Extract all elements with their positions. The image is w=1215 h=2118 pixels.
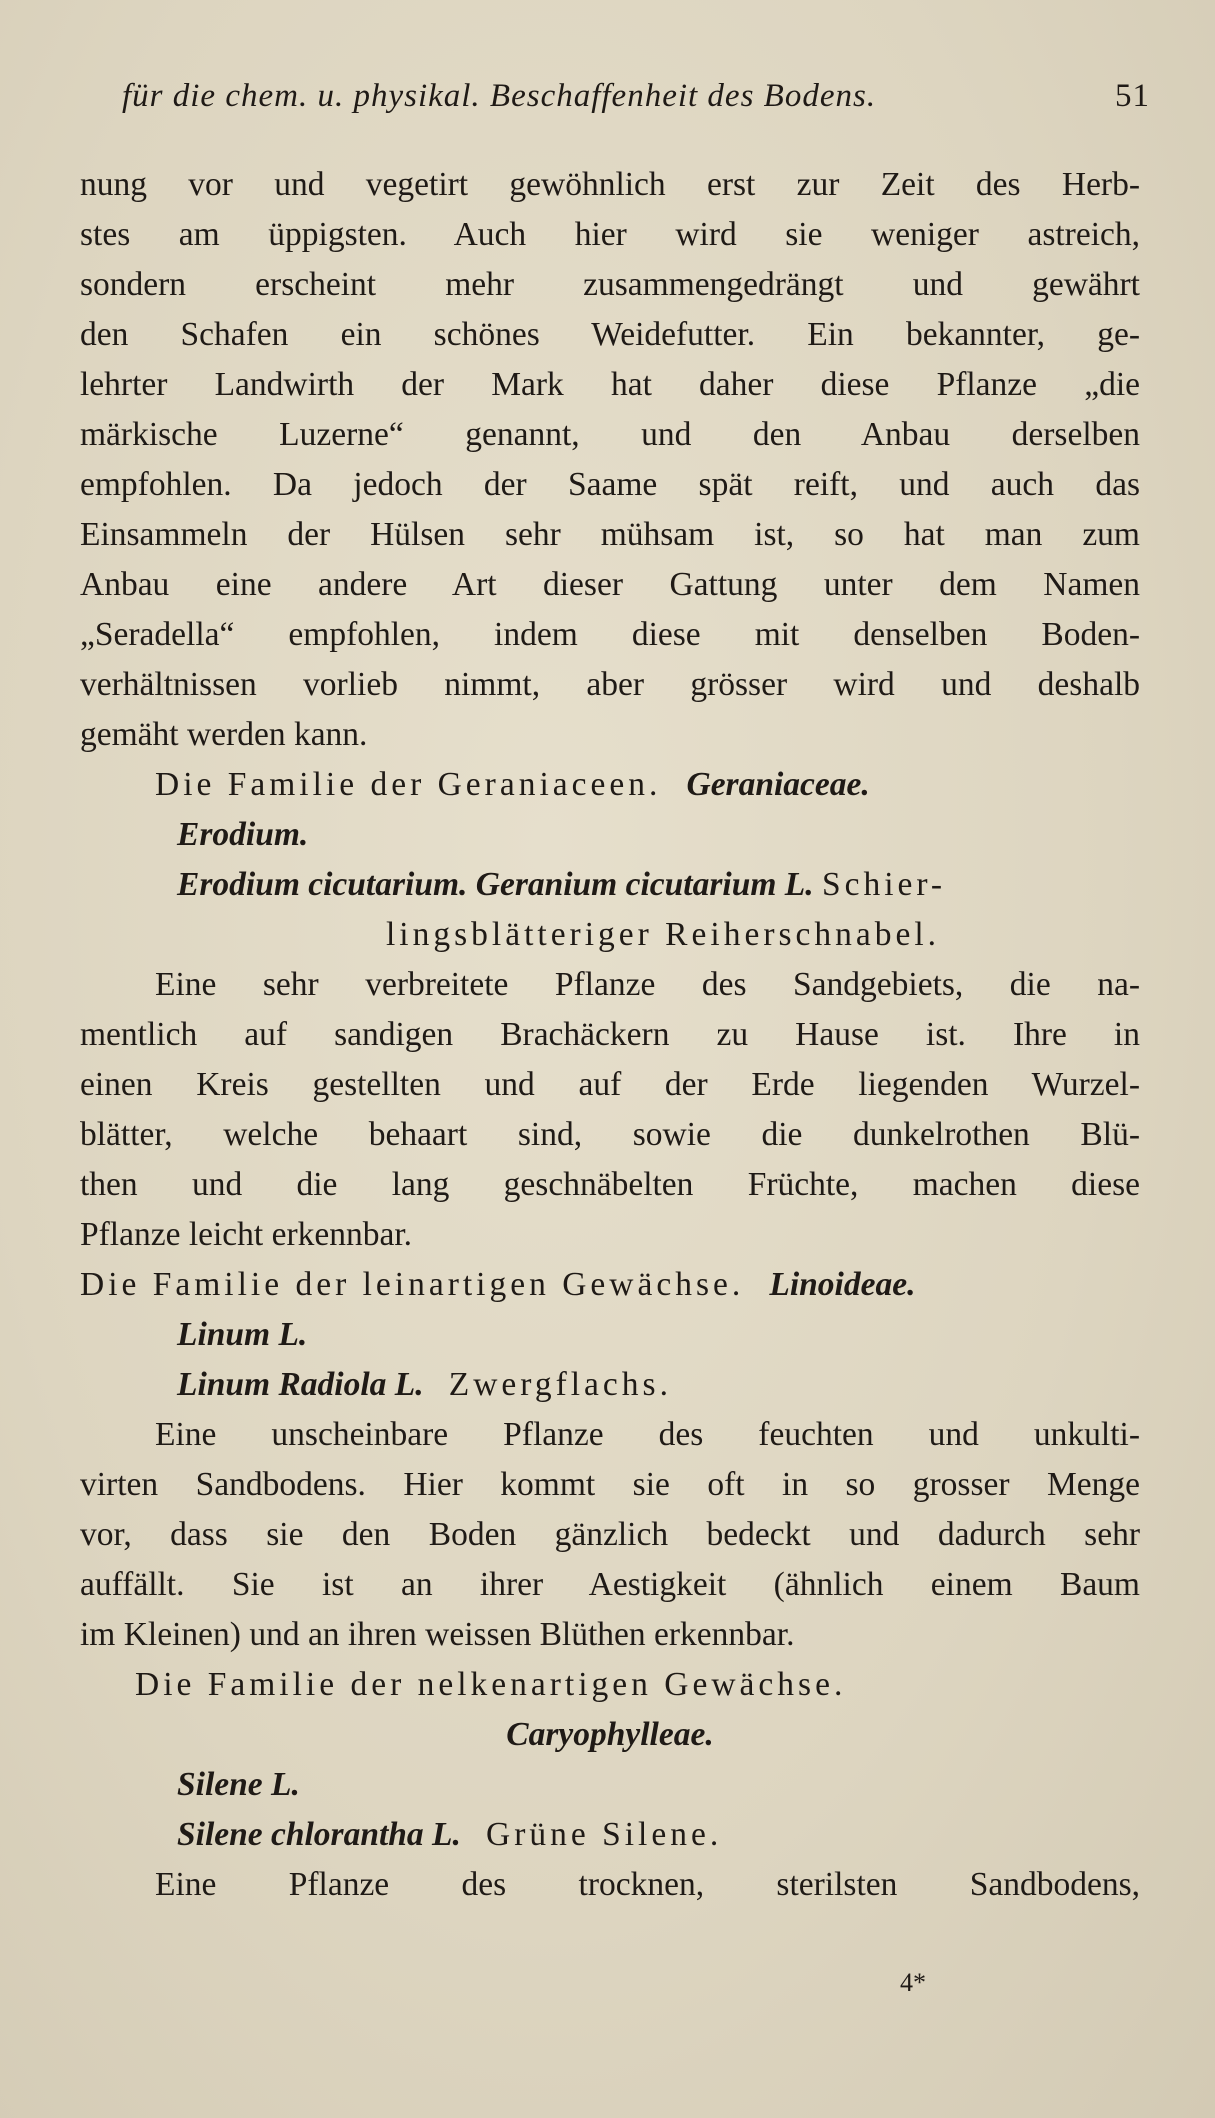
text-line: sondern erscheint mehr zusammengedrängt und gewährt [80,266,1140,303]
page-header [122,78,1150,128]
text-line: auffällt. Sie ist an ihrer Aestigkeit (ähnlich einem Baum [80,1566,1140,1603]
text-line: Einsammeln der Hülsen sehr mühsam ist, so hat man zum [80,516,1140,553]
text-line: blätter, welche behaart sind, sowie die dunkelrothen Blü- [80,1116,1140,1153]
species-line [80,860,1140,910]
species-line [80,1810,1140,1860]
text-line: Eine unscheinbare Pflanze des feuchten und unkulti- [155,1416,1140,1453]
species-common-name: Schier- [821,866,947,903]
page-number: 51 [1115,78,1150,114]
signature-mark: 4* [900,1968,926,1997]
text-line: empfohlen. Da jedoch der Saame spät reift, und auch das [80,466,1140,503]
text-line: verhältnissen vorlieb nimmt, aber grösser wird und deshalb [80,666,1140,703]
text-line: den Schafen ein schönes Weidefutter. Ein bekannter, ge- [80,316,1140,353]
family-latin-name: Geraniaceae. [686,766,870,803]
text-line: märkische Luzerne“ genannt, und den Anbau derselben [80,416,1140,453]
text-line: Eine sehr verbreitete Pflanze des Sandgebiets, die na- [155,966,1140,1003]
species-common-name: Zwergflachs. [448,1366,672,1403]
species-latin-name: Erodium cicutarium. Geranium cicutarium L. [177,866,814,903]
text-line: vor, dass sie den Boden gänzlich bedeckt und dadurch sehr [80,1516,1140,1553]
text-line: gemäht werden kann. [80,716,368,753]
species-latin-name: Silene chlorantha L. [177,1816,461,1853]
family-latin-name: Caryophylleae. [506,1716,714,1753]
genus-name: Erodium. [177,816,309,853]
text-line: im Kleinen) und an ihren weissen Blüthen erkennbar. [80,1616,795,1653]
genus-name: Silene L. [177,1766,300,1803]
genus-name: Linum L. [177,1316,308,1353]
species-line [80,1360,1140,1410]
text-line: mentlich auf sandigen Brachäckern zu Hause ist. Ihre in [80,1016,1140,1053]
species-common-name: Grüne Silene. [486,1816,723,1853]
family-heading-text: Die Familie der Geraniaceen. [155,766,662,803]
species-latin-name: Linum Radiola L. [177,1366,424,1403]
text-line: einen Kreis gestellten und auf der Erde liegenden Wurzel- [80,1066,1140,1103]
text-line: stes am üppigsten. Auch hier wird sie weniger astreich, [80,216,1140,253]
family-heading-linoideae [80,1260,1140,1310]
species-common-name-continued: lingsblätteriger Reiherschnabel. [386,916,941,953]
body-text [80,160,1140,1910]
text-line: lehrter Landwirth der Mark hat daher diese Pflanze „die [80,366,1140,403]
text-line: „Seradella“ empfohlen, indem diese mit denselben Boden- [80,616,1140,653]
text-line: then und die lang geschnäbelten Früchte, machen diese [80,1166,1140,1203]
family-latin-name: Linoideae. [769,1266,916,1303]
text-line: Eine Pflanze des trocknen, sterilsten Sandbodens, [155,1866,1140,1903]
family-heading-text: Die Familie der leinartigen Gewächse. [80,1266,745,1303]
text-line: Anbau eine andere Art dieser Gattung unter dem Namen [80,566,1140,603]
text-line: Pflanze leicht erkennbar. [80,1216,413,1253]
family-heading-caryophylleae: Die Familie der nelkenartigen Gewächse. [135,1666,847,1703]
text-line: nung vor und vegetirt gewöhnlich erst zur Zeit des Herb- [80,166,1140,203]
text-line: virten Sandbodens. Hier kommt sie oft in so grosser Menge [80,1466,1140,1503]
running-title: für die chem. u. physikal. Beschaffenheit des Bodens. [122,78,877,114]
family-heading-geraniaceae [80,760,1140,810]
